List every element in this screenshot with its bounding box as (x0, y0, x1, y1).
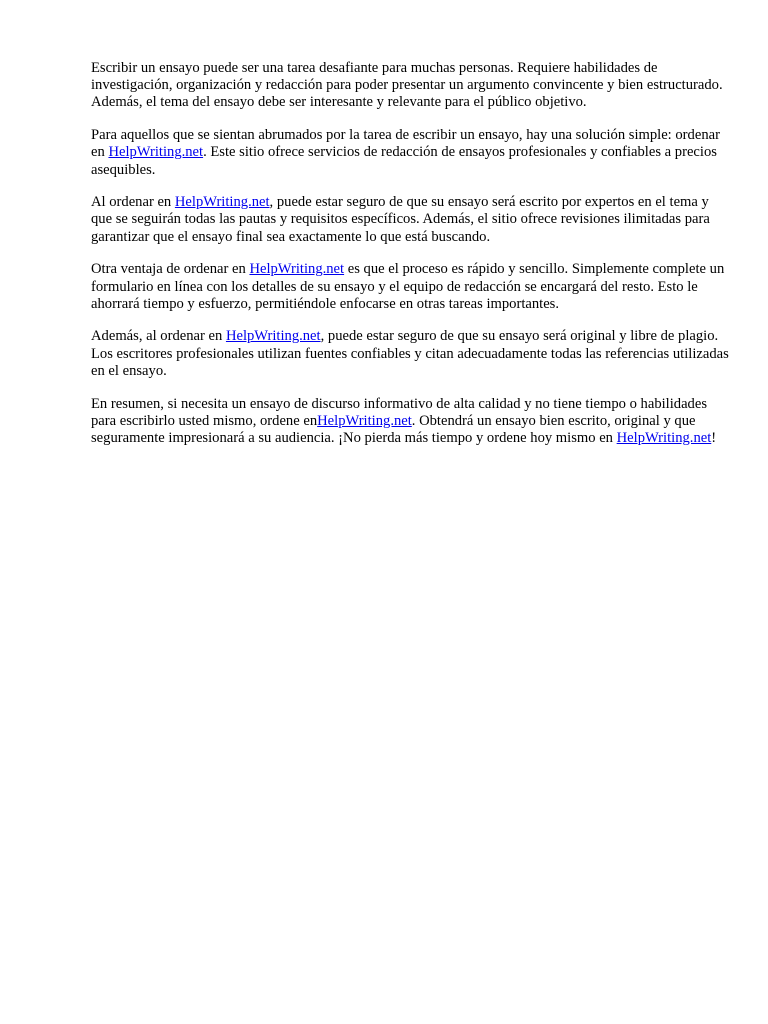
helpwriting-link[interactable]: HelpWriting.net (225, 328, 321, 345)
helpwriting-link[interactable]: HelpWriting.net (108, 144, 204, 161)
paragraph-4-text-after: es que el proceso es rápido y sencillo. Simplemente complete un formulario en línea con los detalles de su ensayo y el equipo de redacción se encargará del resto. Esto le ahorrará tiempo y esfuerzo, permitiéndole enfocarse en otras tareas importantes. (91, 261, 725, 312)
helpwriting-link[interactable]: HelpWriting.net (317, 412, 412, 429)
paragraph-5-text-after: , puede estar seguro de que su ensayo será original y libre de plagio. Los escritores profesionales utilizan fuentes confiables y citan adecuadamente todas las referencias utilizadas en el ensayo. (91, 328, 729, 379)
paragraph-5-text-before: Además, al ordenar en (91, 328, 226, 345)
paragraph-2-text-after: . Este sitio ofrece servicios de redacción de ensayos profesionales y confiables a precios asequibles. (91, 144, 717, 178)
paragraph-4-text-before: Otra ventaja de ordenar en (91, 261, 250, 278)
paragraph-2 (91, 127, 731, 179)
paragraph-6-text-before: En resumen, si necesita un ensayo de discurso informativo de alta calidad y no tiene tiempo o habilidades para escribirlo usted mismo, ordene en (91, 395, 708, 429)
paragraph-3-text-before: Al ordenar en (91, 194, 175, 211)
helpwriting-link[interactable]: HelpWriting.net (249, 261, 345, 278)
paragraph-6-text-after: ! (711, 429, 717, 446)
paragraph-4 (91, 261, 731, 313)
helpwriting-link[interactable]: HelpWriting.net (616, 429, 712, 446)
paragraph-5 (91, 328, 731, 380)
paragraph-2-text-before: Para aquellos que se sientan abrumados por la tarea de escribir un ensayo, hay una solución simple: ordenar en (91, 127, 720, 161)
paragraph-3 (91, 194, 731, 246)
helpwriting-link[interactable]: HelpWriting.net (174, 194, 270, 211)
paragraph-6 (91, 396, 731, 448)
paragraph-1-text: Escribir un ensayo puede ser una tarea desafiante para muchas personas. Requiere habilidades de investigación, organización y redacción para poder presentar un argumento convincente y bien estructurado. Además, el tema del ensayo debe ser interesante y relevante para el público objetivo. (91, 60, 723, 111)
paragraph-1 (91, 60, 731, 112)
document-body (91, 60, 731, 463)
paragraph-3-text-after: , puede estar seguro de que su ensayo será escrito por expertos en el tema y que se seguirán todas las pautas y requisitos específicos. Además, el sitio ofrece revisiones ilimitadas para garantizar que el ensayo final sea exactamente lo que está buscando. (91, 194, 710, 245)
paragraph-6-text-middle: . Obtendrá un ensayo bien escrito, original y que seguramente impresionará a su audiencia. ¡No pierda más tiempo y ordene hoy mismo en (91, 412, 696, 446)
